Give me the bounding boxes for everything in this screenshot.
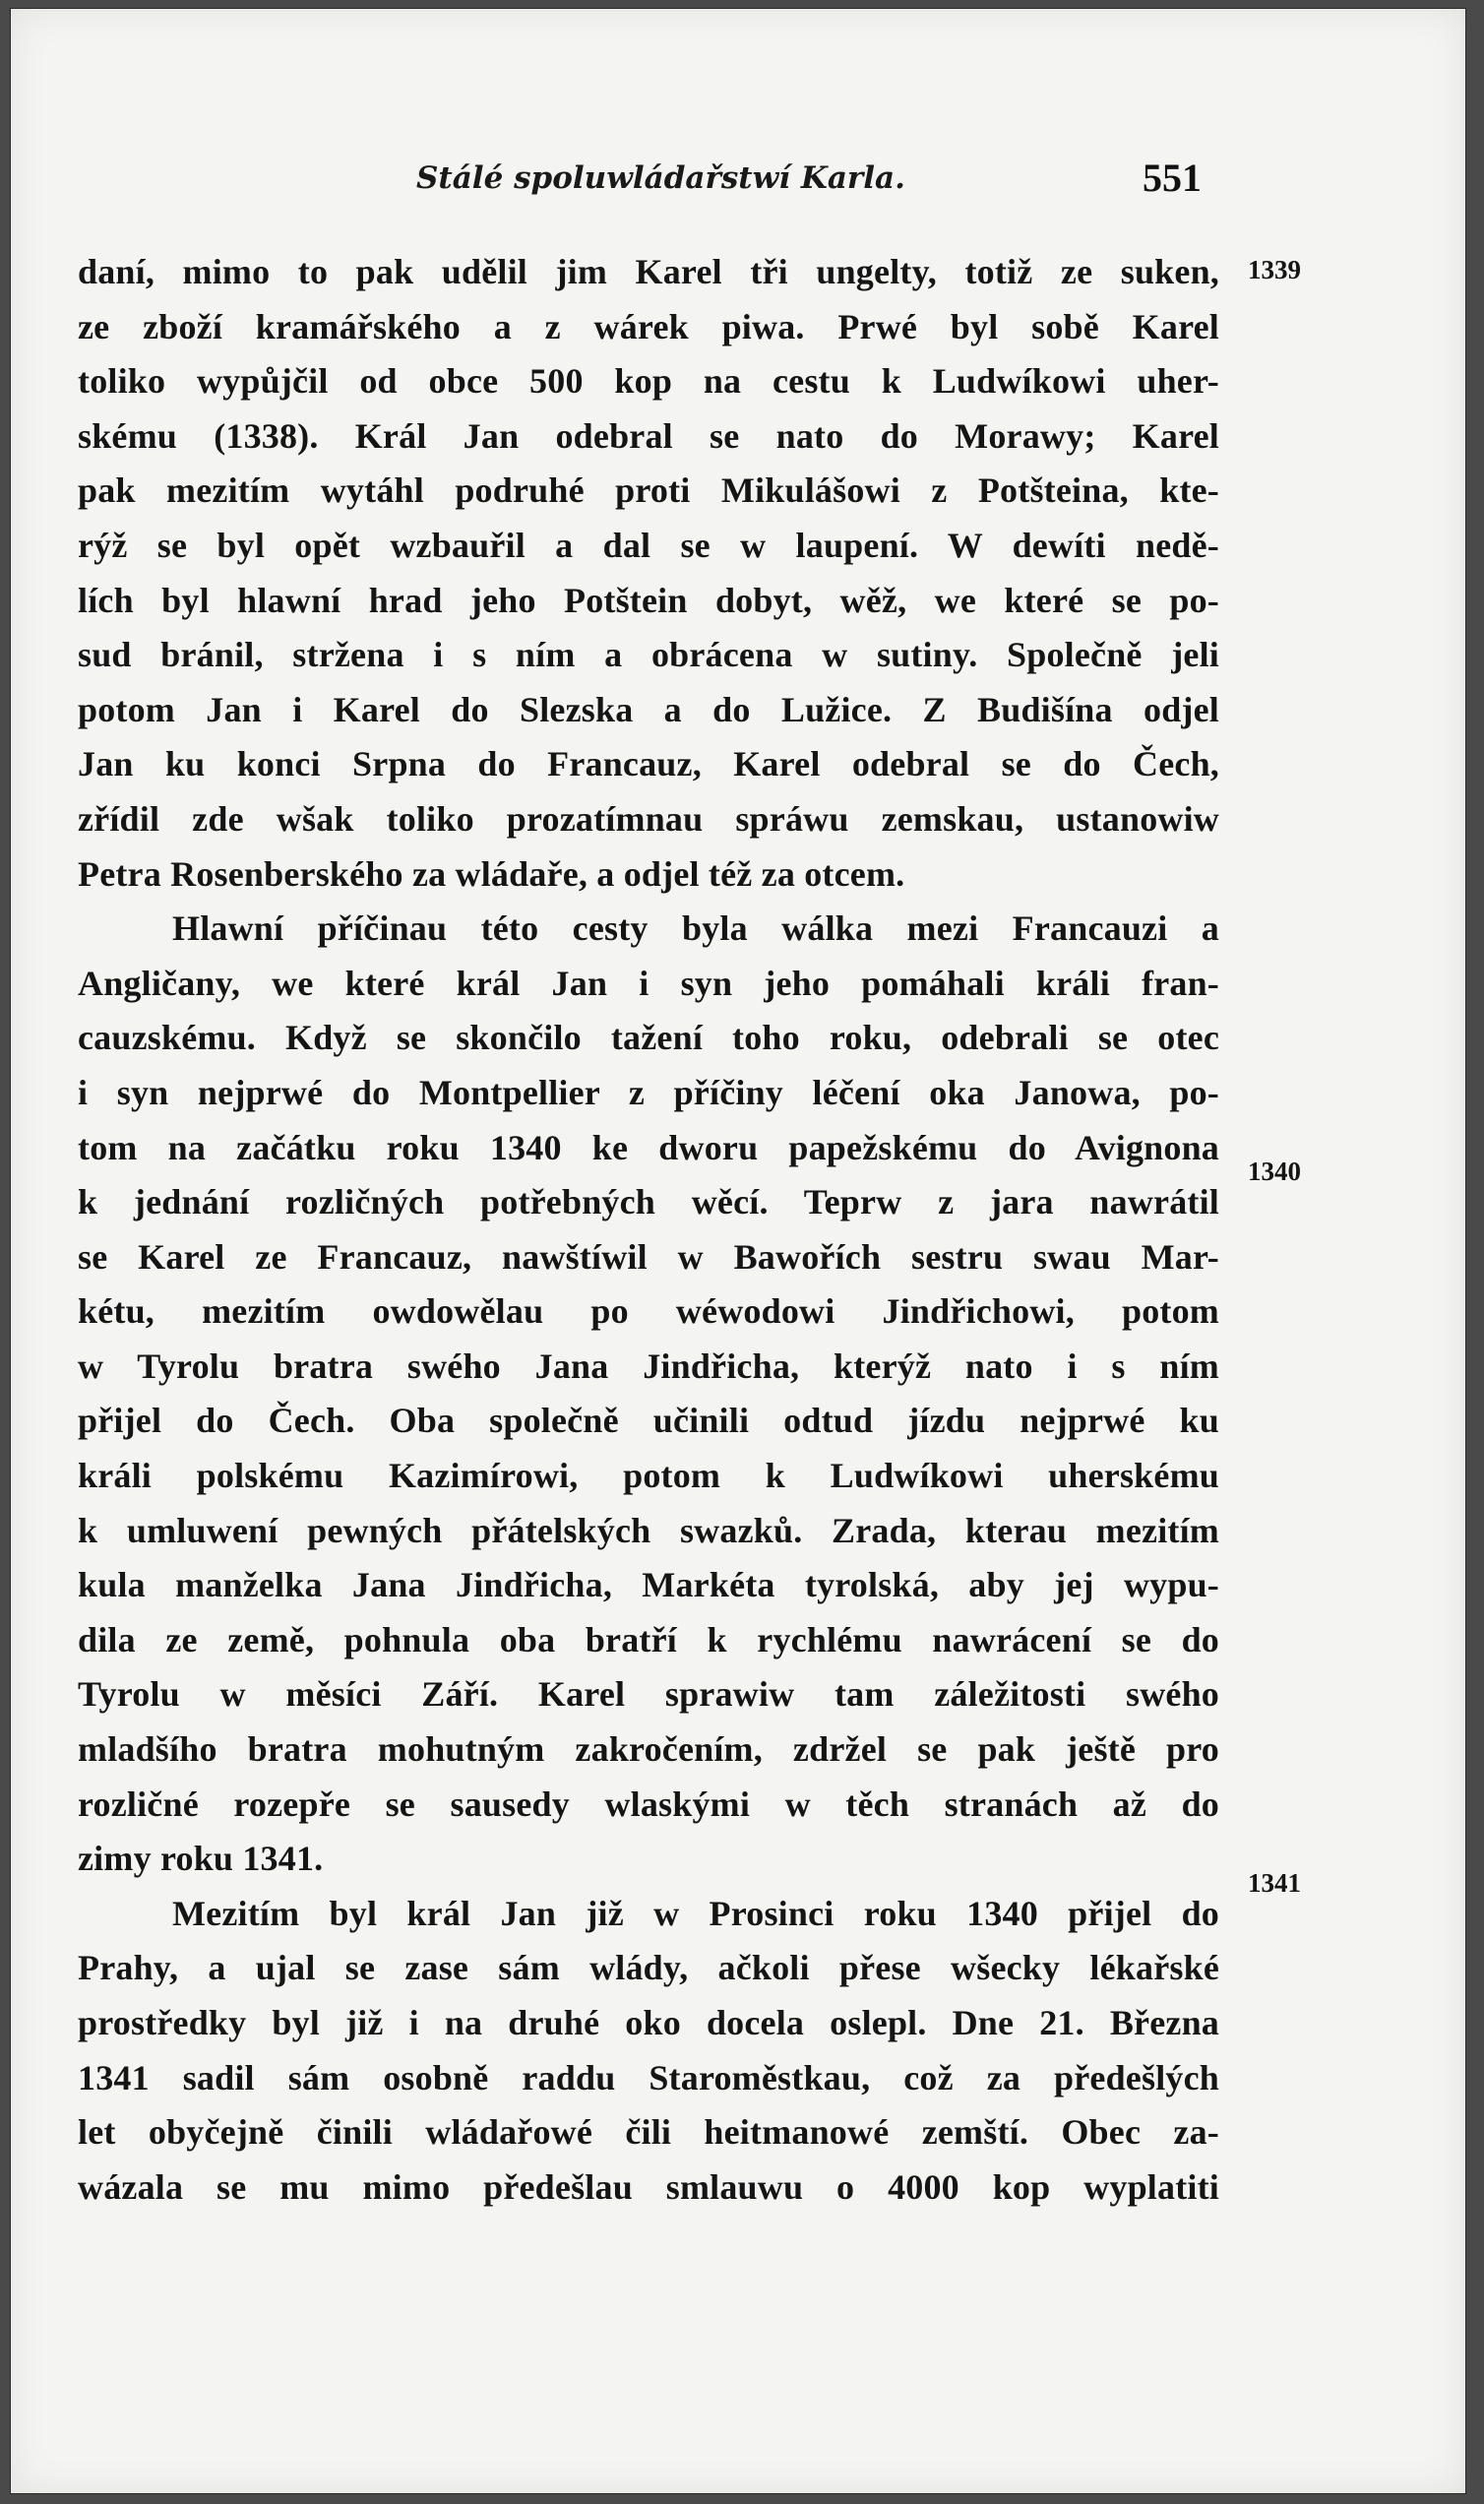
text-line: ze zboží kramářského a z wárek piwa. Prwé byl sobě Karel bbox=[78, 306, 1219, 346]
text-line: potom Jan i Karel do Slezska a do Lužice. Z Budišína odjel bbox=[78, 689, 1219, 729]
text-line: Jan ku konci Srpna do Francauz, Karel odebral se do Čech, bbox=[78, 744, 1219, 784]
text-line: skému (1338). Král Jan odebral se nato do Morawy; Karel bbox=[78, 415, 1219, 456]
text-line: wázala se mu mimo předešlau smlauwu o 4000 kop wyplatiti bbox=[78, 2166, 1219, 2207]
text-line: daní, mimo to pak udělil jim Karel tři ungelty, totiž ze suken, bbox=[78, 252, 1219, 291]
text-line: dila ze země, pohnula oba bratří k rychlému nawrácení se do bbox=[78, 1619, 1219, 1659]
running-title: Stálé spoluwládařstwí Karla. bbox=[416, 160, 905, 196]
text-line: w Tyrolu bratra swého Jana Jindřicha, kterýž nato i s ním bbox=[78, 1346, 1219, 1386]
text-line: prostředky byl již i na druhé oko docela oslepl. Dne 21. Března bbox=[78, 2003, 1219, 2042]
book-page bbox=[10, 8, 1466, 2494]
margin-year-note: 1341 bbox=[1248, 1868, 1301, 1898]
body-text bbox=[78, 245, 1219, 2215]
text-line: se Karel ze Francauz, nawštíwil w Bawořích sestru swau Mar- bbox=[78, 1236, 1219, 1277]
text-line: pak mezitím wytáhl podruhé proti Mikulášowi z Potšteina, kte- bbox=[78, 470, 1219, 511]
text-line: cauzskému. Když se skončilo tažení toho roku, odebrali se otec bbox=[78, 1018, 1219, 1058]
text-line: sud bránil, stržena i s ním a obrácena w sutiny. Společně jeli bbox=[78, 635, 1219, 675]
text-line: přijel do Čech. Oba společně učinili odtud jízdu nejprwé ku bbox=[78, 1401, 1219, 1441]
text-line: toliko wypůjčil od obce 500 kop na cestu k Ludwíkowi uher- bbox=[78, 361, 1219, 402]
text-line: 1341 sadil sám osobně raddu Staroměstkau, což za předešlých bbox=[78, 2057, 1219, 2097]
text-line: let obyčejně činili wládařowé čili heitmanowé zemští. Obec za- bbox=[78, 2112, 1219, 2153]
page-number: 551 bbox=[1143, 156, 1202, 200]
margin-year-note: 1339 bbox=[1248, 255, 1301, 284]
text-line: Hlawní příčinau této cesty byla wálka mezi Francauzi a bbox=[172, 908, 1219, 949]
margin-year-note: 1340 bbox=[1248, 1157, 1301, 1186]
text-line: Prahy, a ujal se zase sám wlády, ačkoli přese wšecky lékařské bbox=[78, 1948, 1219, 1988]
page-header bbox=[11, 156, 1465, 216]
text-line: rýž se byl opět wzbauřil a dal se w laupení. W dewíti nedě- bbox=[78, 525, 1219, 565]
text-line: k umluwení pewných přátelských swazků. Zrada, kterau mezitím bbox=[78, 1510, 1219, 1550]
text-line: králi polskému Kazimírowi, potom k Ludwíkowi uherskému bbox=[78, 1456, 1219, 1496]
text-line: kétu, mezitím owdowělau po wéwodowi Jindřichowi, potom bbox=[78, 1291, 1219, 1332]
text-line: Petra Rosenberského za wládaře, a odjel též za otcem. bbox=[78, 853, 905, 894]
text-line: tom na začátku roku 1340 ke dworu papežskému do Avignona bbox=[78, 1127, 1219, 1167]
text-line: lích byl hlawní hrad jeho Potštein dobyt, wěž, we které se po- bbox=[78, 580, 1219, 620]
text-line: mladšího bratra mohutným zakročením, zdržel se pak ještě pro bbox=[78, 1729, 1219, 1770]
text-line: rozličné rozepře se sausedy wlaskými w těch stranách až do bbox=[78, 1784, 1219, 1824]
text-line: zimy roku 1341. bbox=[78, 1839, 324, 1879]
text-line: Angličany, we které král Jan i syn jeho pomáhali králi fran- bbox=[78, 963, 1219, 1003]
text-line: Tyrolu w měsíci Září. Karel sprawiw tam záležitosti swého bbox=[78, 1674, 1219, 1715]
text-line: k jednání rozličných potřebných wěcí. Teprw z jara nawrátil bbox=[78, 1182, 1219, 1222]
text-line: zřídil zde wšak toliko prozatímnau spráwu zemskau, ustanowiw bbox=[78, 798, 1219, 839]
text-line: kula manželka Jana Jindřicha, Markéta tyrolská, aby jej wypu- bbox=[78, 1565, 1219, 1605]
text-line: Mezitím byl král Jan již w Prosinci roku 1340 přijel do bbox=[172, 1893, 1219, 1933]
text-line: i syn nejprwé do Montpellier z příčiny léčení oka Janowa, po- bbox=[78, 1072, 1219, 1112]
